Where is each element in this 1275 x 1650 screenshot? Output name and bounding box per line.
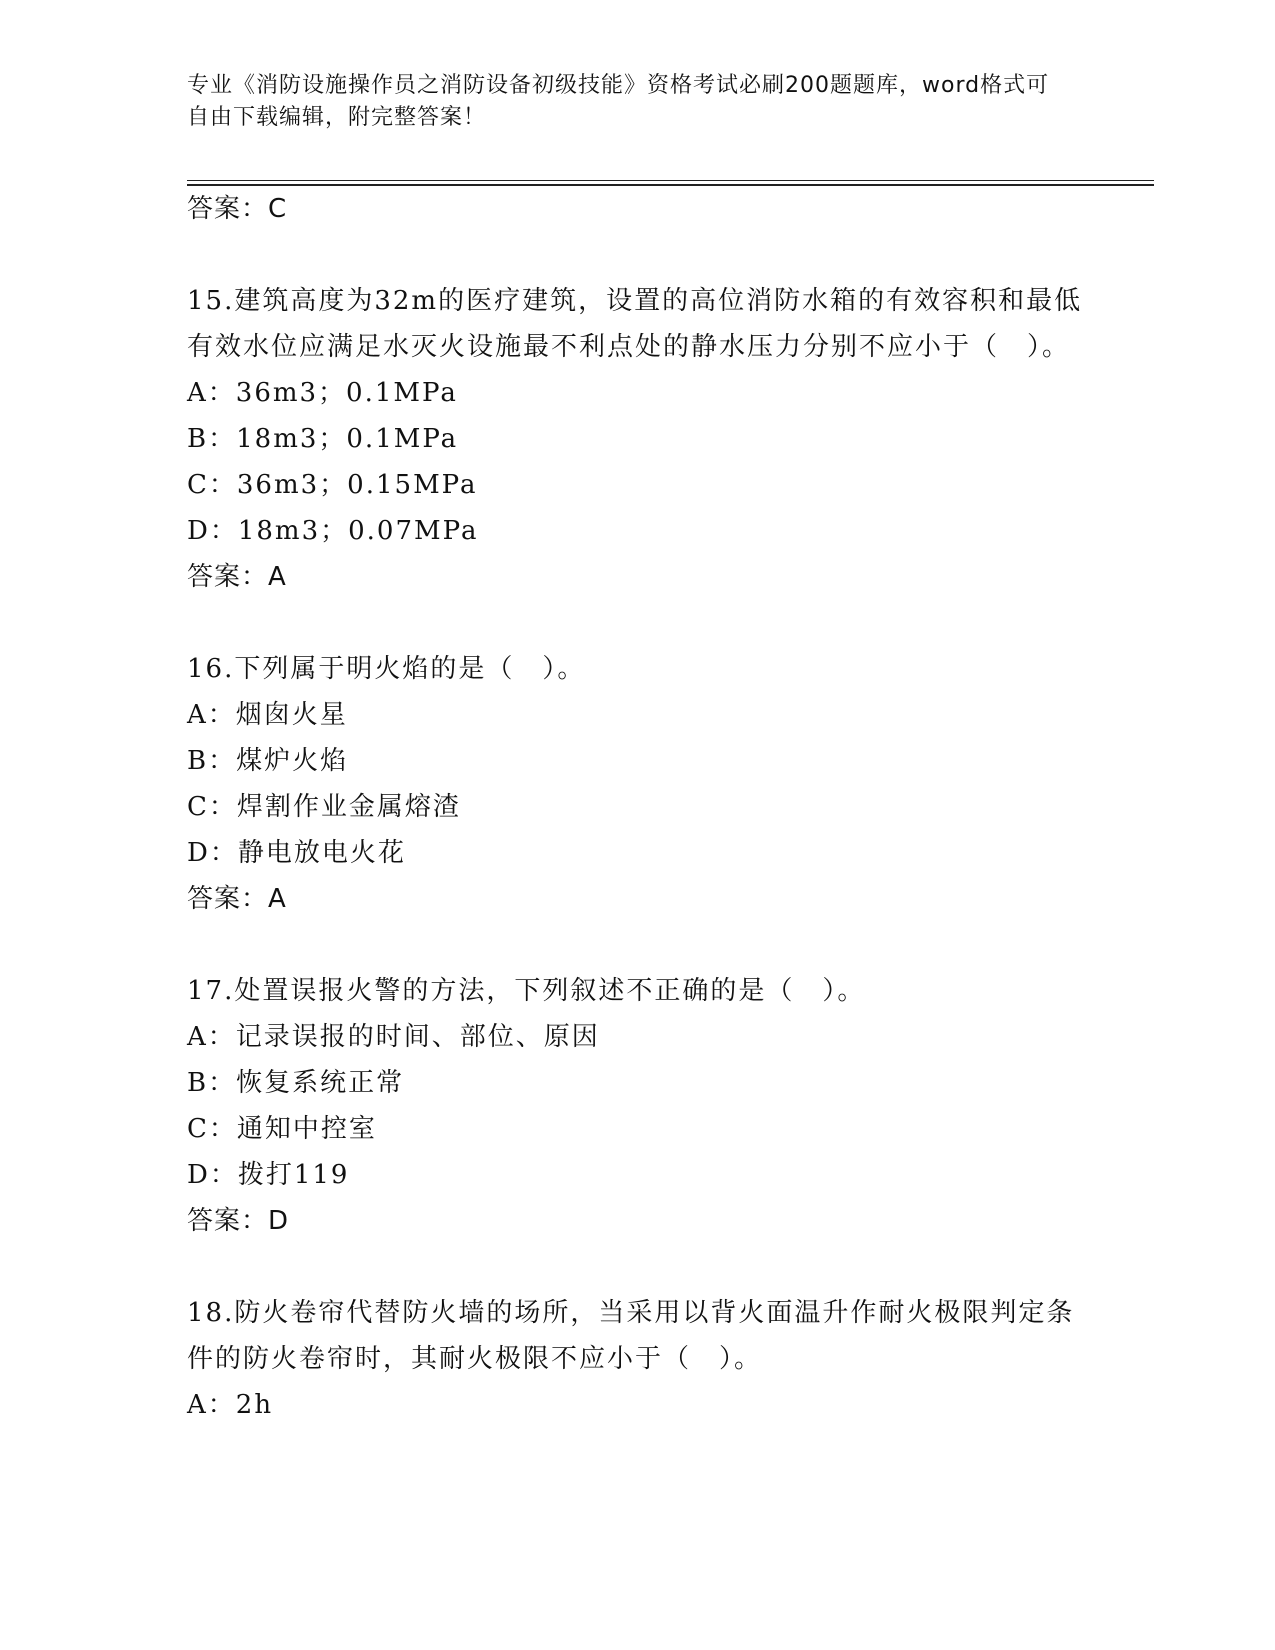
answer-line: 答案：C — [187, 194, 288, 224]
option-a: A：36m3；0.1MPa — [187, 378, 458, 408]
option-d: D：静电放电火花 — [187, 838, 406, 868]
option-b: B：煤炉火焰 — [187, 746, 349, 776]
spacer — [187, 1244, 1087, 1290]
answer-line: 答案：A — [187, 884, 287, 914]
answer-line: 答案：D — [187, 1206, 290, 1236]
option-d: D：18m3；0.07MPa — [187, 516, 479, 546]
question-16 — [187, 646, 1087, 922]
option-c: C：36m3；0.15MPa — [187, 470, 478, 500]
question-text: 17.处置误报火警的方法，下列叙述不正确的是（ ）。 — [187, 976, 866, 1006]
option-b: B：恢复系统正常 — [187, 1068, 405, 1098]
spacer — [187, 600, 1087, 646]
document-body — [187, 186, 1087, 1428]
header-divider-top — [187, 180, 1154, 181]
question-18 — [187, 1290, 1087, 1428]
option-c: C：通知中控室 — [187, 1114, 377, 1144]
question-text: 18.防火卷帘代替防火墙的场所，当采用以背火面温升作耐火极限判定条件的防火卷帘时，其耐火极限不应小于（ ）。 — [187, 1298, 1075, 1374]
document-header: 专业《消防设施操作员之消防设备初级技能》资格考试必刷200题题库，word格式可自由下载编辑，附完整答案！ — [187, 73, 1050, 130]
option-a: A：2h — [187, 1390, 274, 1420]
option-c: C：焊割作业金属熔渣 — [187, 792, 461, 822]
option-d: D：拨打119 — [187, 1160, 350, 1190]
option-a: A：记录误报的时间、部位、原因 — [187, 1022, 600, 1052]
spacer — [187, 232, 1087, 278]
question-text: 15.建筑高度为32m的医疗建筑，设置的高位消防水箱的有效容积和最低有效水位应满足水灭火设施最不利点处的静水压力分别不应小于（ ）。 — [187, 286, 1083, 362]
question-17 — [187, 968, 1087, 1244]
answer-line: 答案：A — [187, 562, 287, 592]
question-text: 16.下列属于明火焰的是（ ）。 — [187, 654, 586, 684]
option-b: B：18m3；0.1MPa — [187, 424, 459, 454]
spacer — [187, 922, 1087, 968]
question-15 — [187, 278, 1087, 600]
option-a: A：烟囱火星 — [187, 700, 348, 730]
